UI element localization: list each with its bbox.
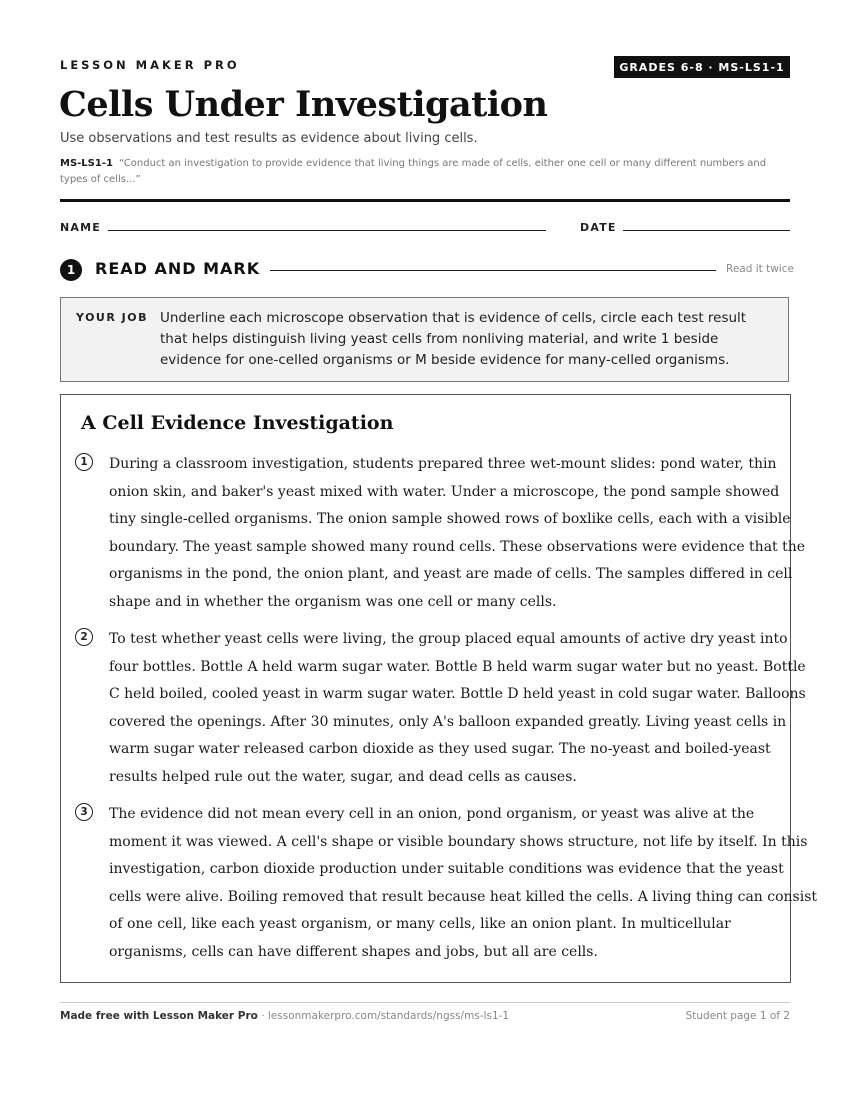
date-label: DATE bbox=[580, 221, 617, 234]
paragraph-line: of one cell, like each yeast organism, or many cells, like an onion plant. In multicellular bbox=[109, 916, 731, 933]
footer-credit bbox=[60, 1010, 509, 1022]
paragraph-line: warm sugar water released carbon dioxide as they used sugar. The no-yeast and boiled-yeast bbox=[109, 741, 771, 758]
paragraph-text bbox=[109, 626, 806, 792]
paragraph-line: cells were alive. Boiling removed that result because heat killed the cells. A living thing can consist bbox=[109, 888, 818, 905]
footer-url[interactable]: · lessonmakerpro.com/standards/ngss/ms-ls1-1 bbox=[261, 1010, 510, 1022]
paragraph-number: 1 bbox=[75, 453, 93, 471]
paragraph-line: During a classroom investigation, students prepared three wet-mount slides: pond water, thin bbox=[109, 456, 777, 472]
section-title: READ AND MARK bbox=[95, 259, 261, 278]
paragraph-line: results helped rule out the water, sugar, and dead cells as causes. bbox=[109, 768, 577, 785]
paragraph-text bbox=[109, 451, 806, 617]
paragraph-line: organisms in the pond, the onion plant, and yeast are made of cells. The samples differed in cell bbox=[109, 566, 793, 583]
your-job-instructions: Underline each microscope observation that is evidence of cells, circle each test result that helps distinguish living yeast cells from nonliving material, and write 1 beside evidence for one-celled organisms or M beside evidence for many-celled organisms. bbox=[160, 310, 747, 368]
name-label: NAME bbox=[60, 221, 101, 234]
reading-passage bbox=[60, 394, 818, 983]
header-divider bbox=[60, 199, 790, 202]
paragraph-line: To test whether yeast cells were living, the group placed equal amounts of active dry yeast into bbox=[109, 631, 788, 647]
footer-made-with: Made free with Lesson Maker Pro bbox=[60, 1010, 258, 1022]
paragraph-line: organisms, cells can have different shapes and jobs, but all are cells. bbox=[109, 943, 598, 960]
footer-divider bbox=[60, 1002, 790, 1003]
passage-title: A Cell Evidence Investigation bbox=[81, 412, 394, 434]
paragraph-number: 3 bbox=[75, 803, 93, 821]
brand-name: LESSON MAKER PRO bbox=[60, 58, 240, 72]
your-job-label: YOUR JOB bbox=[76, 311, 148, 324]
paragraph-line: boundary. The yeast sample showed many round cells. These observations were evidence that the bbox=[109, 538, 806, 555]
date-line[interactable] bbox=[623, 230, 790, 231]
section-rule bbox=[270, 270, 716, 271]
paragraph-line: moment it was viewed. A cell's shape or visible boundary shows structure, not life by itself. In this bbox=[109, 833, 808, 850]
paragraph-line: investigation, carbon dioxide production under suitable conditions was evidence that the yeast bbox=[109, 861, 784, 878]
grade-badge: GRADES 6-8 · MS-LS1-1 bbox=[614, 56, 790, 78]
paragraph-line: C held boiled, cooled yeast in warm sugar water. Bottle D held yeast in cold sugar water. Balloons bbox=[109, 686, 806, 703]
paragraph-line: tiny single-celled organisms. The onion sample showed rows of boxlike cells, each with a visible bbox=[109, 511, 791, 528]
paragraph-number: 2 bbox=[75, 628, 93, 646]
paragraph-line: onion skin, and baker's yeast mixed with water. Under a microscope, the pond sample showed bbox=[109, 483, 780, 500]
paragraph-line: covered the openings. After 30 minutes, only A's balloon expanded greatly. Living yeast cells in bbox=[109, 713, 787, 730]
name-line[interactable] bbox=[108, 230, 546, 231]
standard-statement bbox=[60, 156, 785, 188]
section-note: Read it twice bbox=[726, 263, 794, 275]
standard-text: “Conduct an investigation to provide evidence that living things are made of cells, either one cell or many different numbers and types of cells...” bbox=[60, 158, 767, 185]
footer-page-number: Student page 1 of 2 bbox=[685, 1010, 790, 1022]
standard-code: MS-LS1-1 bbox=[60, 158, 113, 169]
paragraph-line: shape and in whether the organism was one cell or many cells. bbox=[109, 593, 557, 610]
paragraph-text bbox=[109, 801, 818, 967]
paragraph-line: The evidence did not mean every cell in an onion, pond organism, or yeast was alive at the bbox=[109, 806, 755, 822]
your-job-box bbox=[60, 297, 789, 382]
page-title: Cells Under Investigation bbox=[59, 84, 548, 125]
paragraph-line: four bottles. Bottle A held warm sugar water. Bottle B held warm sugar water but no yeast. Bottle bbox=[109, 658, 806, 675]
page-subtitle: Use observations and test results as evidence about living cells. bbox=[60, 131, 478, 146]
section-number-badge: 1 bbox=[60, 259, 82, 281]
